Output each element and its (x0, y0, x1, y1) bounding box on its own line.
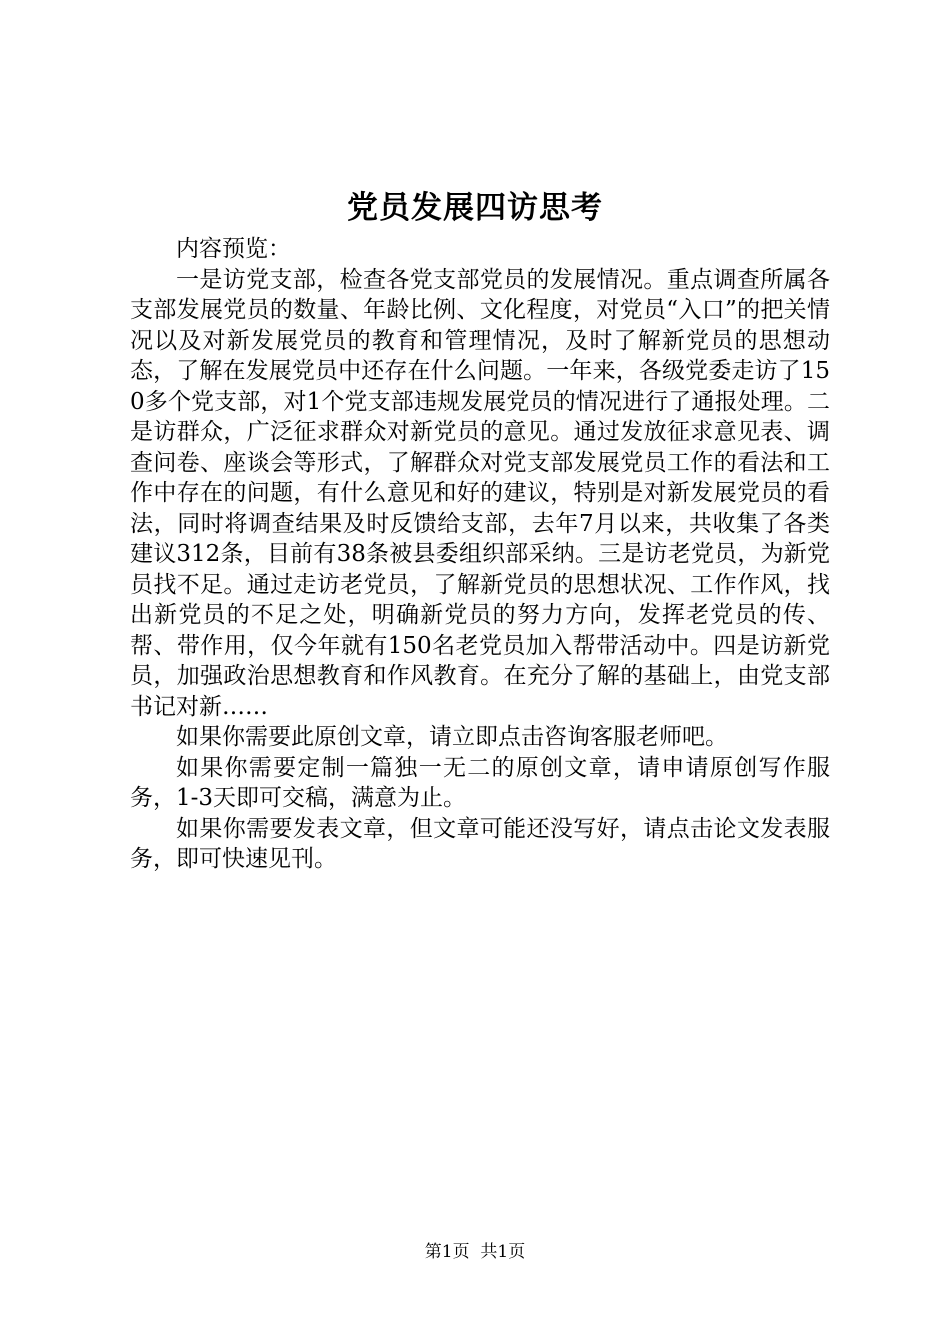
footer-separator (470, 1242, 481, 1262)
document-body (130, 234, 830, 875)
paragraph-custom-writing: 如果你需要定制一篇独一无二的原创文章，请申请原创写作服务，1-3天即可交稿，满意为止。 (130, 754, 830, 811)
paragraph-publishing: 如果你需要发表文章，但文章可能还没写好，请点击论文发表服务，即可快速见刊。 (130, 815, 830, 872)
paragraph-main: 一是访党支部，检查各党支部党员的发展情况。重点调查所属各支部发展党员的数量、年龄比例、文化程度，对党员“入口”的把关情况以及对新发展党员的教育和管理情况，及时了解新党员的思想动态，了解在发展党员中还存在什么问题。一年来，各级党委走访了150多个党支部，对1个党支部违规发展党员的情况进行了通报处理。二是访群众，广泛征求群众对新党员的意见。通过发放征求意见表、调查问卷、座谈会等形式，了解群众对党支部发展党员工作的看法和工作中存在的问题，有什么意见和好的建议，特别是对新发展党员的看法，同时将调查结果及时反馈给支部，去年7月以来，共收集了各类建议312条，目前有38条被县委组织部采纳。三是访老党员，为新党员找不足。通过走访老党员，了解新党员的思想状况、工作作风，找出新党员的不足之处，明确新党员的努力方向，发挥老党员的传、帮、带作用，仅今年就有150名老党员加入帮带活动中。四是访新党员，加强政治思想教育和作风教育。在充分了解的基础上，由党支部书记对新…… (130, 266, 830, 720)
page-footer (0, 1240, 950, 1264)
preview-label: 内容预览： (176, 236, 291, 262)
page-total: 共1页 (480, 1242, 526, 1262)
page-number: 第1页 (424, 1242, 470, 1262)
document-title: 党员发展四访思考 (347, 190, 603, 226)
paragraph-consult: 如果你需要此原创文章，请立即点击咨询客服老师吧。 (176, 724, 728, 750)
